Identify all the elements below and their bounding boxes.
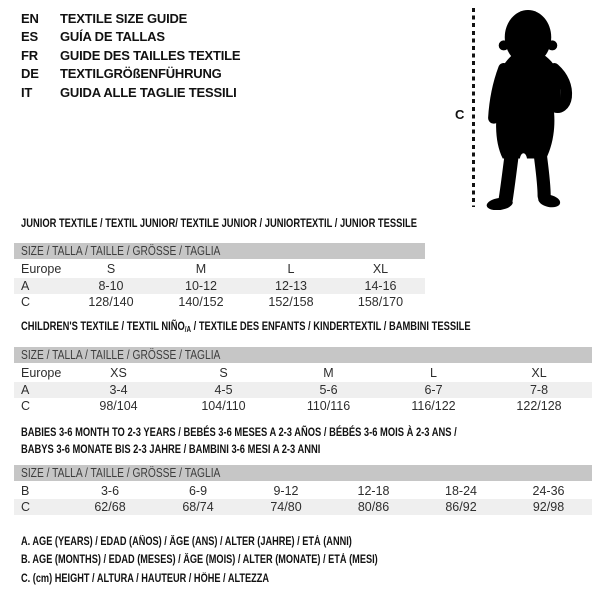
age-cell: 8-10 (66, 278, 156, 294)
table-row (14, 364, 592, 382)
table-row (14, 398, 592, 414)
lang-row-es (21, 28, 240, 46)
lang-code: FR (21, 47, 38, 63)
size-cell: XS (110, 366, 127, 380)
size-header-label: SIZE / TALLA / TAILLE / GRÖSSE / TAGLIA (21, 244, 221, 258)
age-cell: 6-7 (381, 382, 486, 398)
height-cell: 68/74 (154, 499, 242, 515)
babies-size-header-row (14, 465, 592, 482)
size-cell: S (219, 366, 228, 380)
children-title-post: / TEXTILE DES ENFANTS / KINDERTEXTIL / BAMBINI TESSILE (191, 319, 471, 333)
children-title-pre: CHILDREN'S TEXTILE / TEXTIL NIÑO (21, 319, 185, 333)
table-row (14, 482, 592, 499)
lang-label: GUIDE DES TAILLES TEXTILE (60, 47, 241, 63)
size-cell: M (195, 262, 207, 276)
table-row (14, 260, 425, 278)
age-cell: 7-8 (486, 382, 592, 398)
children-size-header-row (14, 347, 592, 364)
lang-code: EN (21, 11, 39, 26)
babies-title-line1: BABIES 3-6 MONTH TO 2-3 YEARS / BEBÉS 3-6 MESES A 2-3 AÑOS / BÉBÉS 3-6 MOIS À 2-3 ANS / (21, 425, 457, 439)
babies-size-table (14, 465, 592, 515)
age-cell: 12-18 (357, 484, 390, 498)
lang-code: ES (21, 29, 38, 45)
age-cell: 18-24 (445, 484, 477, 498)
height-cell: 128/140 (88, 295, 134, 309)
footnote-b: B. AGE (MONTHS) / EDAD (MESES) / ÂGE (MOIS) / ALTER (MONATE) / ETÀ (MESI) (21, 554, 378, 567)
height-cell: 98/104 (99, 399, 138, 413)
height-cell: 140/152 (178, 295, 224, 309)
height-cell: 62/68 (66, 499, 154, 515)
height-cell: 74/80 (242, 499, 330, 515)
babies-table-title (21, 424, 457, 457)
row-label: Europe (21, 262, 62, 276)
lang-label: GUÍA DE TALLAS (60, 29, 165, 45)
size-cell: L (430, 366, 437, 380)
height-cell: 116/122 (411, 399, 456, 413)
lang-row-it (21, 84, 240, 102)
age-cell: 14-16 (336, 278, 425, 294)
footnote-a: A. AGE (YEARS) / EDAD (AÑOS) / ÂGE (ANS) / ALTER (JAHRE) / ETÀ (ANNI) (21, 536, 352, 548)
age-cell: 5-6 (276, 382, 381, 398)
lang-label: TEXTILE SIZE GUIDE (60, 11, 188, 26)
baby-silhouette-icon (482, 6, 576, 210)
height-cell: 104/110 (201, 399, 246, 413)
size-header-label: SIZE / TALLA / TAILLE / GRÖSSE / TAGLIA (21, 348, 221, 362)
size-cell: M (323, 366, 334, 380)
age-cell: 3-4 (66, 382, 171, 398)
size-cell: XL (372, 262, 389, 276)
height-cell: 110/116 (306, 399, 351, 413)
height-cell: 92/98 (505, 499, 592, 515)
size-cell: XL (531, 366, 547, 380)
row-label: C (14, 499, 66, 515)
row-label: A (14, 382, 66, 398)
junior-size-table (14, 243, 425, 310)
row-label: C (21, 399, 31, 413)
age-cell: 9-12 (273, 484, 299, 498)
row-label: Europe (21, 366, 62, 380)
row-label: B (21, 484, 30, 498)
footnote-c: C. (cm) HEIGHT / ALTURA / HAUTEUR / HÖHE / ALTEZZA (21, 572, 270, 585)
age-cell: 6-9 (188, 484, 208, 498)
children-title-sub: /A (184, 325, 192, 334)
table-row (14, 499, 592, 515)
lang-row-en (21, 10, 240, 28)
lang-code: IT (21, 84, 33, 100)
age-cell: 24-36 (532, 484, 565, 498)
age-cell: 3-6 (100, 484, 120, 498)
height-cell: 86/92 (417, 499, 505, 515)
language-header (21, 10, 240, 102)
junior-size-header-row (14, 243, 425, 260)
size-cell: S (106, 262, 116, 276)
height-cell: 152/158 (268, 295, 314, 309)
age-cell: 4-5 (171, 382, 276, 398)
children-table-title (21, 318, 471, 337)
height-cell: 158/170 (357, 295, 404, 309)
lang-row-de (21, 65, 240, 83)
size-cell: L (287, 262, 295, 276)
table-row (14, 382, 592, 398)
lang-code: DE (21, 66, 39, 82)
row-label: C (21, 295, 31, 309)
junior-title-text: JUNIOR TEXTILE / TEXTIL JUNIOR/ TEXTILE JUNIOR / JUNIORTEXTIL / JUNIOR TESSILE (21, 216, 417, 230)
table-row (14, 278, 425, 294)
lang-label: GUIDA ALLE TAGLIE TESSILI (60, 84, 237, 100)
junior-table-title (21, 215, 417, 232)
age-cell: 10-12 (156, 278, 246, 294)
row-label: A (14, 278, 66, 294)
table-row (14, 294, 425, 310)
height-measure-label: C (455, 107, 465, 122)
lang-label: TEXTILGRÖßENFÜHRUNG (60, 66, 222, 82)
babies-title-line2: BABYS 3-6 MONATE BIS 2-3 JAHRE / BAMBINI 3-6 MESI A 2-3 ANNI (21, 441, 321, 456)
height-cell: 80/86 (330, 499, 417, 515)
footnotes (21, 533, 467, 588)
age-cell: 12-13 (246, 278, 336, 294)
height-measure-dotted-line (472, 8, 475, 207)
size-header-label: SIZE / TALLA / TAILLE / GRÖSSE / TAGLIA (21, 466, 221, 480)
children-size-table (14, 347, 592, 414)
height-cell: 122/128 (516, 399, 562, 413)
lang-row-fr (21, 47, 240, 65)
